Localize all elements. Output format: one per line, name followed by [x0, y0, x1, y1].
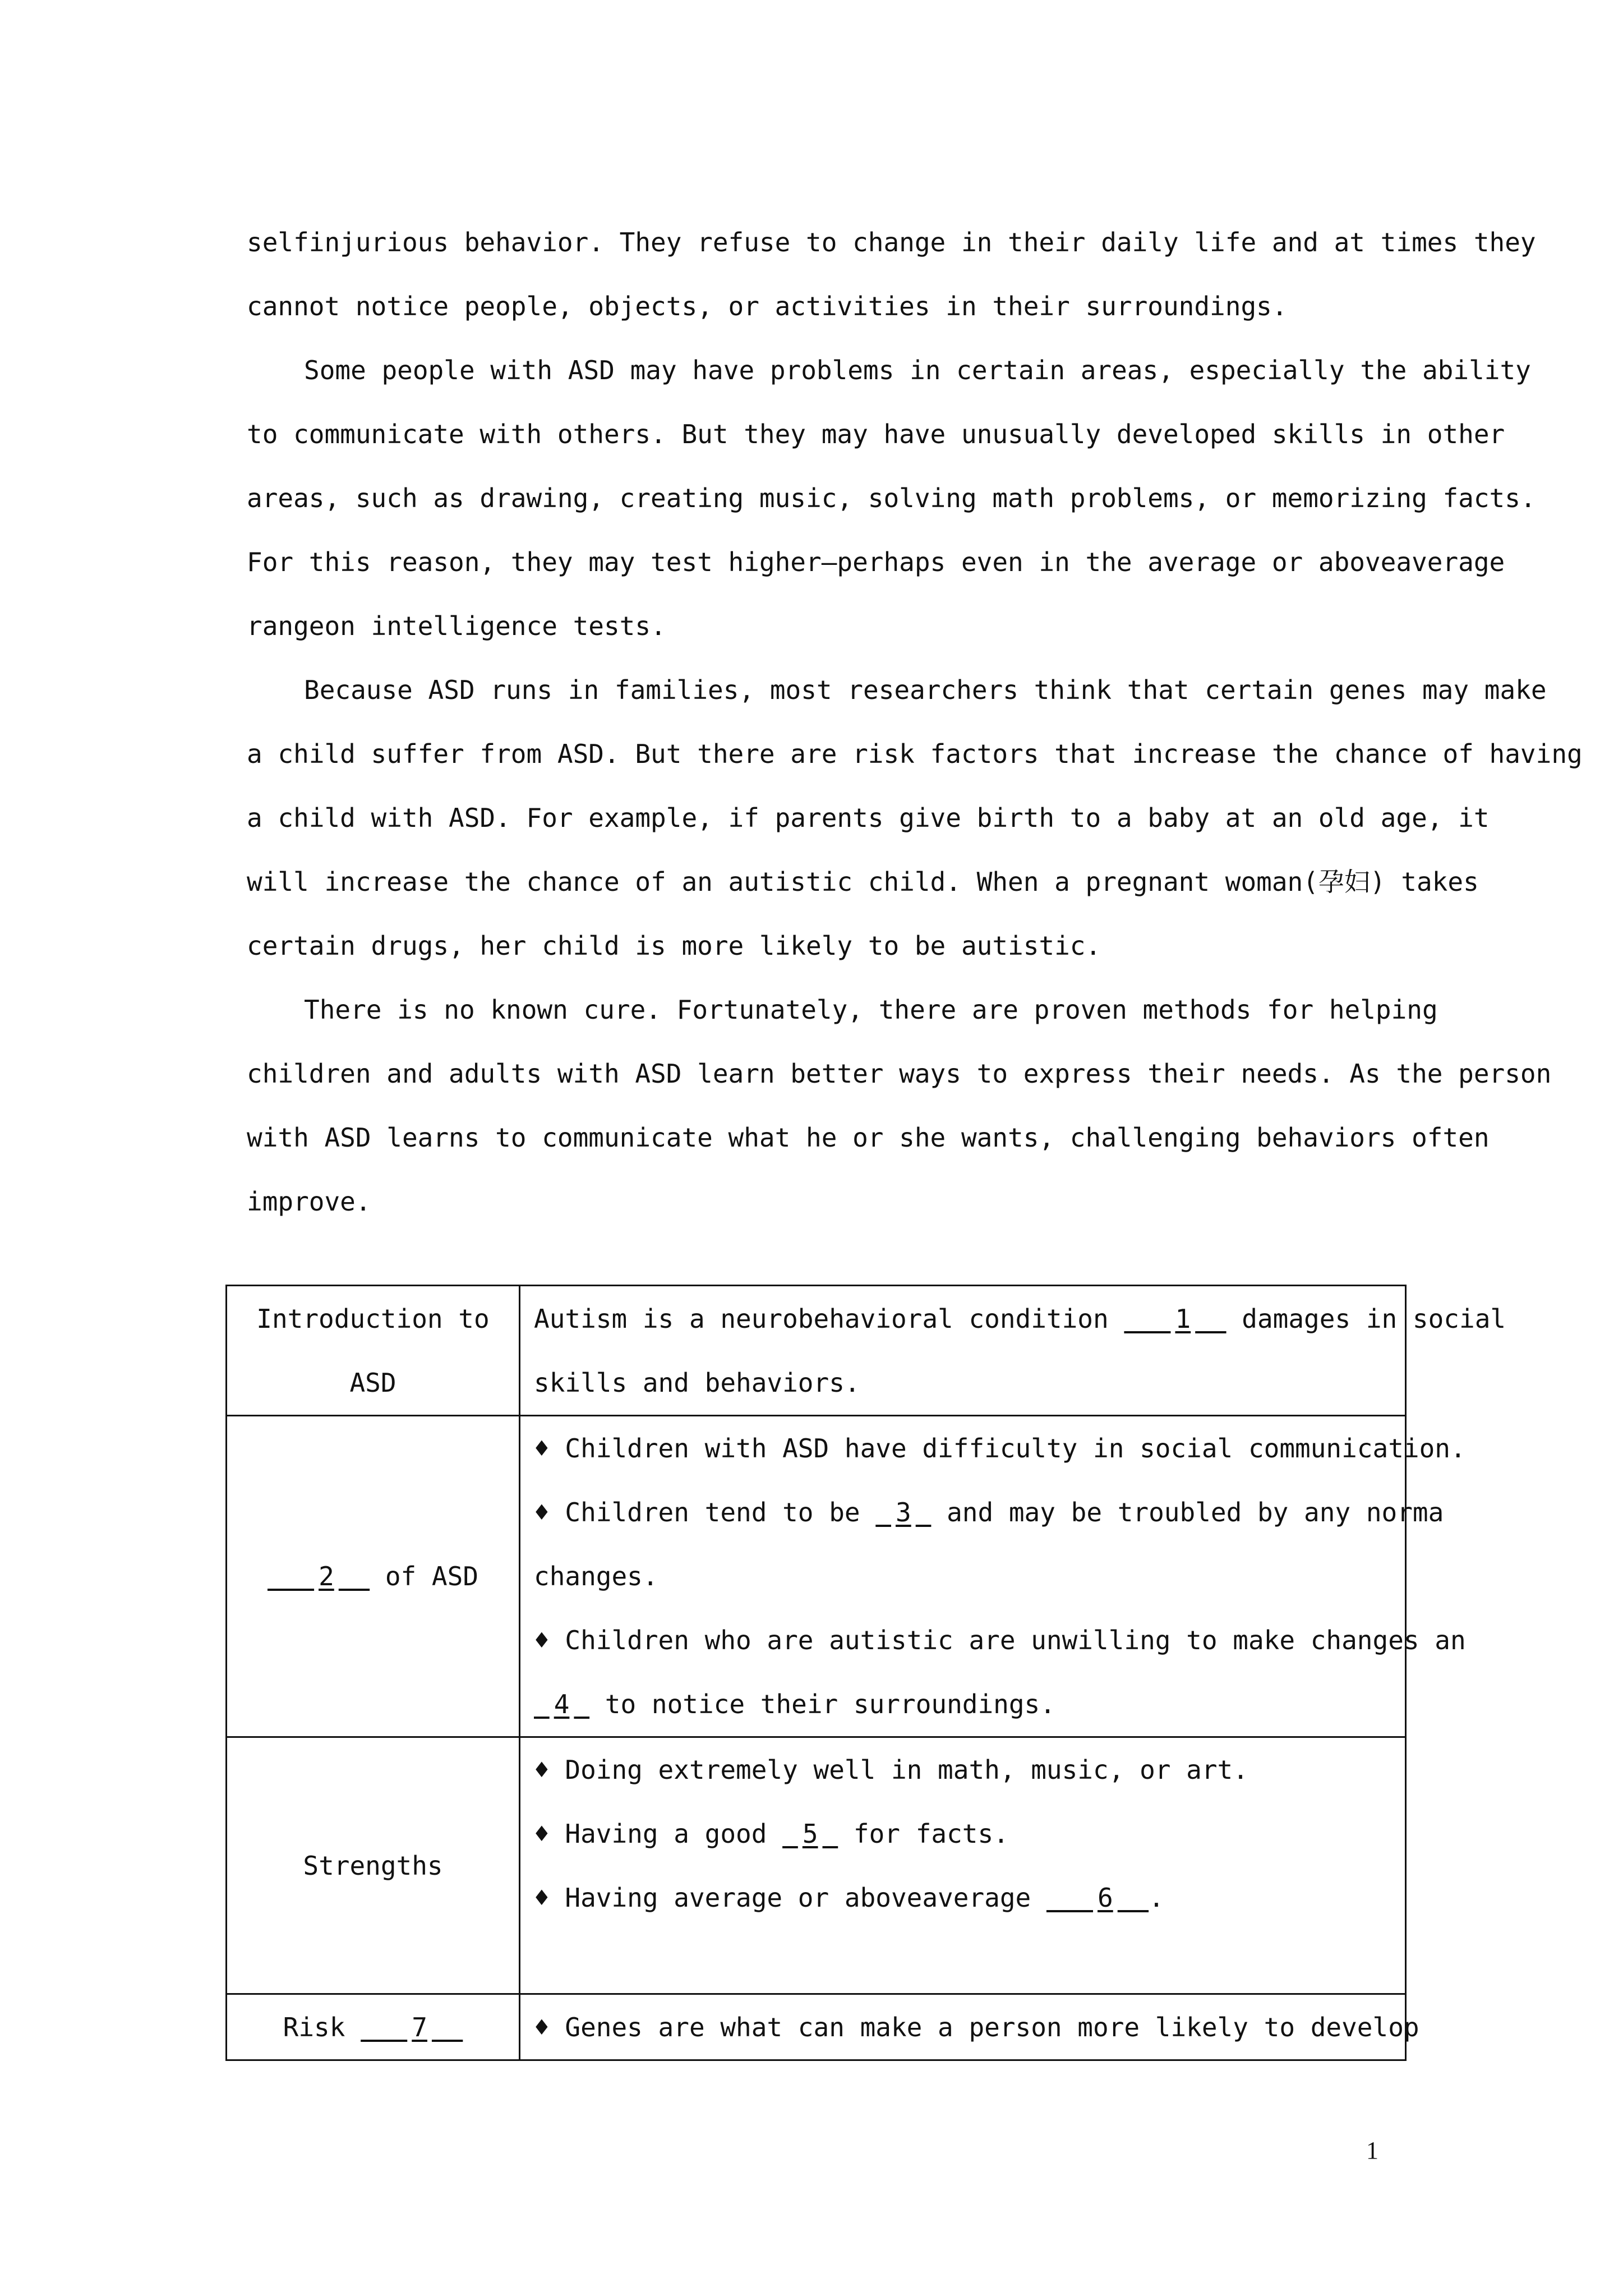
- paragraph-line: a child with ASD. For example, if parents give birth to a baby at an old age, it: [247, 803, 1490, 833]
- bullet-item-continued: changes.: [534, 1561, 658, 1591]
- paragraph-line: Because ASD runs in families, most researchers think that certain genes may make: [304, 675, 1547, 705]
- cell-line: [534, 1287, 1506, 1351]
- bullet-item: ♦ Doing extremely well in math, music, or art.: [534, 1755, 1248, 1785]
- paragraph-line: Some people with ASD may have problems in certain areas, especially the ability: [304, 355, 1531, 385]
- paragraph-line: a child suffer from ASD. But there are risk factors that increase the chance of having: [247, 739, 1583, 769]
- table-cell-heading: [227, 1994, 520, 2060]
- paragraph-line: children and adults with ASD learn better ways to express their needs. As the person: [247, 1059, 1552, 1089]
- table-row: [227, 1994, 1406, 2060]
- bullet-item: ♦ Genes are what can make a person more likely to develop: [534, 2012, 1419, 2042]
- answer-blank-2[interactable]: 2: [319, 1561, 334, 1591]
- answer-blank-4[interactable]: 4: [554, 1689, 570, 1719]
- table-row: [227, 1286, 1406, 1416]
- paragraph-line: with ASD learns to communicate what he or she wants, challenging behaviors often: [247, 1122, 1490, 1153]
- paragraph-line: cannot notice people, objects, or activities in their surroundings.: [247, 291, 1288, 321]
- cell-text: Autism is a neurobehavioral condition: [534, 1303, 1124, 1334]
- table-cell-content: [520, 1286, 1506, 1416]
- row-heading: Risk: [283, 2012, 361, 2042]
- answer-blank-7[interactable]: 7: [412, 2012, 427, 2042]
- row-heading: Introduction to ASD: [256, 1303, 490, 1398]
- article-body: [247, 210, 1583, 1234]
- answer-blank-3[interactable]: 3: [895, 1497, 911, 1527]
- bullet-item: ♦ Having average or aboveaverage 6 .: [534, 1866, 1405, 1930]
- row-heading: Strengths: [303, 1850, 443, 1881]
- table-cell-heading: [227, 1286, 520, 1416]
- paragraph-line: to communicate with others. But they may have unusually developed skills in other: [247, 419, 1505, 449]
- table-row: [227, 1416, 1406, 1737]
- bullet-item: ♦ Children with ASD have difficulty in social communication.: [534, 1433, 1466, 1464]
- paragraph-line: improve.: [247, 1186, 371, 1217]
- paragraph-line: areas, such as drawing, creating music, solving math problems, or memorizing facts.: [247, 483, 1536, 513]
- answer-blank-1[interactable]: 1: [1175, 1303, 1191, 1334]
- paragraph-line: will increase the chance of an autistic child. When a pregnant woman(孕妇) takes: [247, 867, 1479, 897]
- bullet-item: ♦ Children tend to be 3 and may be troubled by any norma: [534, 1480, 1405, 1544]
- page-number: 1: [1366, 2137, 1378, 2164]
- paragraph-line: certain drugs, her child is more likely to be autistic.: [247, 931, 1101, 961]
- answer-blank-5[interactable]: 5: [802, 1819, 818, 1849]
- paragraph-line: There is no known cure. Fortunately, there are proven methods for helping: [304, 995, 1438, 1025]
- paragraph-line: For this reason, they may test higher—perhaps even in the average or aboveaverage: [247, 547, 1505, 577]
- cell-text: damages in social: [1226, 1303, 1506, 1334]
- table-cell-content: [520, 1994, 1419, 2060]
- table-cell-heading: [227, 1416, 520, 1737]
- bullet-item: ♦ Children who are autistic are unwilling to make changes an: [534, 1625, 1466, 1655]
- table-cell-content: [520, 1416, 1466, 1737]
- table-cell-heading: [227, 1737, 520, 1994]
- summary-table: [225, 1285, 1506, 2061]
- bullet-item-continued: 4 to notice their surroundings.: [534, 1672, 1405, 1736]
- bullet-item: ♦ Having a good 5 for facts.: [534, 1802, 1405, 1866]
- paragraph-line: rangeon intelligence tests.: [247, 611, 666, 641]
- table-row: [227, 1737, 1406, 1994]
- table-cell-content: [520, 1737, 1406, 1994]
- paragraph-line: selfinjurious behavior. They refuse to change in their daily life and at times they: [247, 227, 1536, 257]
- answer-blank-6[interactable]: 6: [1098, 1883, 1113, 1913]
- row-heading: of ASD: [370, 1561, 479, 1591]
- cell-line: skills and behaviors.: [534, 1367, 860, 1398]
